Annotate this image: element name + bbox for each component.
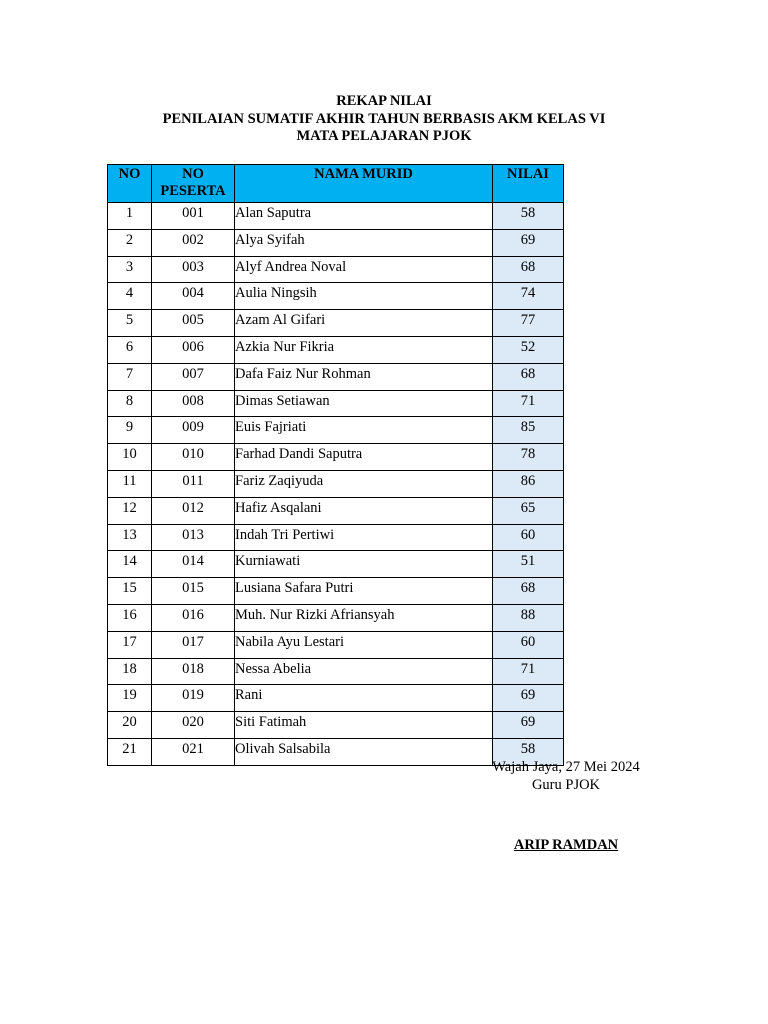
- title-line-1: REKAP NILAI: [336, 93, 432, 109]
- table-row: [108, 578, 564, 605]
- cell-no-peserta: 003: [152, 256, 235, 283]
- title-line-2: PENILAIAN SUMATIF AKHIR TAHUN BERBASIS AKM KELAS VI: [162, 110, 606, 127]
- cell-no: 17: [108, 631, 152, 658]
- cell-nilai: 68: [493, 578, 564, 605]
- cell-no-peserta: 004: [152, 283, 235, 310]
- cell-nama-murid: Aulia Ningsih: [235, 283, 493, 310]
- cell-nilai: 86: [493, 470, 564, 497]
- cell-nama-murid: Kurniawati: [235, 551, 493, 578]
- cell-no-peserta: 013: [152, 524, 235, 551]
- table-row: [108, 256, 564, 283]
- cell-nama-murid: Olivah Salsabila: [235, 738, 493, 765]
- signature-place-date: Wajah Jaya, 27 Mei 2024: [492, 759, 640, 775]
- cell-nama-murid: Azkia Nur Fikria: [235, 336, 493, 363]
- table-row: [108, 417, 564, 444]
- cell-nilai: 85: [493, 417, 564, 444]
- cell-no-peserta: 018: [152, 658, 235, 685]
- cell-nilai: 52: [493, 336, 564, 363]
- cell-no: 5: [108, 310, 152, 337]
- cell-nilai: 71: [493, 390, 564, 417]
- cell-nama-murid: Dimas Setiawan: [235, 390, 493, 417]
- cell-no-peserta: 012: [152, 497, 235, 524]
- cell-nama-murid: Hafiz Asqalani: [235, 497, 493, 524]
- cell-nama-murid: Indah Tri Pertiwi: [235, 524, 493, 551]
- cell-nama-murid: Rani: [235, 685, 493, 712]
- cell-nilai: 69: [493, 685, 564, 712]
- cell-no: 9: [108, 417, 152, 444]
- cell-no: 7: [108, 363, 152, 390]
- cell-no: 13: [108, 524, 152, 551]
- table-row: [108, 229, 564, 256]
- title-line-3: MATA PELAJARAN PJOK: [296, 128, 472, 144]
- cell-nilai: 74: [493, 283, 564, 310]
- signer-name: ARIP RAMDAN: [513, 837, 619, 853]
- signature-block: [468, 759, 664, 794]
- cell-no: 4: [108, 283, 152, 310]
- cell-nilai: 69: [493, 712, 564, 739]
- cell-nama-murid: Alyf Andrea Noval: [235, 256, 493, 283]
- cell-nama-murid: Siti Fatimah: [235, 712, 493, 739]
- cell-no: 21: [108, 738, 152, 765]
- cell-nama-murid: Farhad Dandi Saputra: [235, 444, 493, 471]
- table-row: [108, 336, 564, 363]
- cell-no-peserta: 017: [152, 631, 235, 658]
- cell-no-peserta: 001: [152, 203, 235, 230]
- cell-nilai: 65: [493, 497, 564, 524]
- cell-no: 6: [108, 336, 152, 363]
- cell-no-peserta: 014: [152, 551, 235, 578]
- cell-nama-murid: Fariz Zaqiyuda: [235, 470, 493, 497]
- table-row: [108, 524, 564, 551]
- cell-no-peserta: 019: [152, 685, 235, 712]
- table-row: [108, 363, 564, 390]
- cell-no: 2: [108, 229, 152, 256]
- cell-nilai: 69: [493, 229, 564, 256]
- cell-no-peserta: 005: [152, 310, 235, 337]
- table-row: [108, 551, 564, 578]
- cell-nama-murid: Muh. Nur Rizki Afriansyah: [235, 604, 493, 631]
- cell-no-peserta: 011: [152, 470, 235, 497]
- table-row: [108, 685, 564, 712]
- cell-no-peserta: 002: [152, 229, 235, 256]
- cell-no: 8: [108, 390, 152, 417]
- cell-nama-murid: Azam Al Gifari: [235, 310, 493, 337]
- score-table: [107, 164, 564, 766]
- cell-nama-murid: Alan Saputra: [235, 203, 493, 230]
- table-row: [108, 390, 564, 417]
- table-row: [108, 444, 564, 471]
- cell-no-peserta: 006: [152, 336, 235, 363]
- cell-nilai: 51: [493, 551, 564, 578]
- cell-nilai: 88: [493, 604, 564, 631]
- signature-role: Guru PJOK: [531, 776, 601, 793]
- table-row: [108, 631, 564, 658]
- cell-nilai: 68: [493, 363, 564, 390]
- document-title: [0, 93, 768, 146]
- table-row: [108, 712, 564, 739]
- table-row: [108, 310, 564, 337]
- cell-nama-murid: Alya Syifah: [235, 229, 493, 256]
- cell-nilai: 71: [493, 658, 564, 685]
- cell-nilai: 60: [493, 524, 564, 551]
- cell-no: 12: [108, 497, 152, 524]
- column-header-no-peserta: [152, 165, 235, 203]
- cell-nama-murid: Dafa Faiz Nur Rohman: [235, 363, 493, 390]
- table-header-row: [108, 165, 564, 203]
- cell-nilai: 60: [493, 631, 564, 658]
- cell-no: 11: [108, 470, 152, 497]
- cell-no: 14: [108, 551, 152, 578]
- cell-no: 15: [108, 578, 152, 605]
- table-row: [108, 283, 564, 310]
- table-row: [108, 604, 564, 631]
- table-row: [108, 497, 564, 524]
- cell-no: 16: [108, 604, 152, 631]
- cell-nama-murid: Euis Fajriati: [235, 417, 493, 444]
- table-row: [108, 203, 564, 230]
- table-row: [108, 470, 564, 497]
- cell-no: 18: [108, 658, 152, 685]
- table-row: [108, 658, 564, 685]
- cell-no-peserta: 021: [152, 738, 235, 765]
- cell-no: 1: [108, 203, 152, 230]
- cell-nilai: 78: [493, 444, 564, 471]
- cell-nilai: 58: [493, 203, 564, 230]
- cell-no-peserta: 009: [152, 417, 235, 444]
- column-header-no: NO: [108, 165, 152, 203]
- cell-no-peserta: 016: [152, 604, 235, 631]
- cell-no: 20: [108, 712, 152, 739]
- cell-no-peserta: 007: [152, 363, 235, 390]
- cell-no-peserta: 008: [152, 390, 235, 417]
- column-header-no-peserta-line-2: PESERTA: [160, 183, 226, 199]
- cell-nilai: 77: [493, 310, 564, 337]
- cell-no-peserta: 020: [152, 712, 235, 739]
- cell-no: 3: [108, 256, 152, 283]
- column-header-nama-murid: NAMA MURID: [235, 165, 493, 203]
- cell-no: 10: [108, 444, 152, 471]
- cell-nilai: 68: [493, 256, 564, 283]
- cell-nilai: 58: [493, 738, 564, 765]
- cell-nama-murid: Nabila Ayu Lestari: [235, 631, 493, 658]
- column-header-nilai: NILAI: [493, 165, 564, 203]
- column-header-no-peserta-line-1: NO: [182, 166, 204, 182]
- cell-no-peserta: 015: [152, 578, 235, 605]
- cell-no: 19: [108, 685, 152, 712]
- cell-no-peserta: 010: [152, 444, 235, 471]
- cell-nama-murid: Nessa Abelia: [235, 658, 493, 685]
- cell-nama-murid: Lusiana Safara Putri: [235, 578, 493, 605]
